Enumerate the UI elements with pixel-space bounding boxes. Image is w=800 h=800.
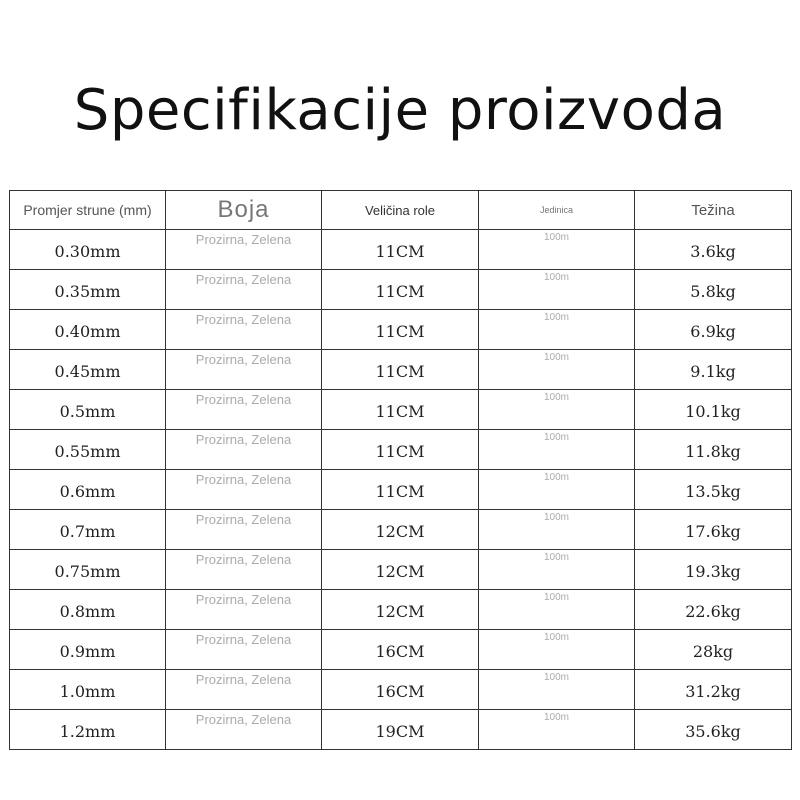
cell-roll-size (322, 270, 479, 310)
cell-roll-size (322, 350, 479, 390)
cell-roll-size-value: 11CM (375, 442, 425, 461)
cell-unit-value: 100m (543, 472, 569, 483)
cell-weight-value: 35.6kg (685, 722, 741, 741)
cell-diameter (10, 430, 166, 470)
cell-diameter-value: 0.40mm (54, 322, 121, 341)
table-row (10, 470, 792, 510)
header-roll-size-label: Veličina role (364, 202, 436, 218)
cell-color (166, 630, 322, 670)
cell-color (166, 590, 322, 630)
cell-color (166, 350, 322, 390)
cell-unit-value: 100m (543, 512, 569, 523)
cell-weight-value: 3.6kg (690, 242, 736, 261)
cell-diameter-value: 0.6mm (59, 482, 116, 501)
cell-unit (479, 390, 635, 430)
cell-diameter (10, 390, 166, 430)
cell-roll-size (322, 430, 479, 470)
cell-roll-size (322, 510, 479, 550)
cell-color (166, 470, 322, 510)
cell-diameter (10, 470, 166, 510)
spec-table (9, 190, 792, 750)
cell-roll-size-value: 12CM (375, 522, 425, 541)
cell-unit-value: 100m (543, 632, 569, 643)
cell-weight-value: 31.2kg (685, 682, 741, 701)
header-unit-label: Jedinica (539, 205, 574, 215)
cell-diameter-value: 0.8mm (59, 602, 116, 621)
cell-unit (479, 350, 635, 390)
cell-unit (479, 230, 635, 270)
cell-weight (635, 630, 792, 670)
cell-color-value: Prozirna, Zelena (195, 632, 292, 647)
cell-color-value: Prozirna, Zelena (195, 272, 292, 287)
table-row (10, 230, 792, 270)
cell-unit-value: 100m (543, 552, 569, 563)
cell-diameter (10, 310, 166, 350)
header-weight-label: Težina (691, 201, 735, 219)
cell-weight-value: 9.1kg (690, 362, 736, 381)
page-title: Specifikacije proizvoda (73, 78, 727, 143)
cell-unit (479, 670, 635, 710)
cell-roll-size-value: 12CM (375, 602, 425, 621)
cell-diameter-value: 0.75mm (54, 562, 121, 581)
cell-weight (635, 510, 792, 550)
cell-unit-value: 100m (543, 232, 569, 243)
cell-diameter-value: 0.30mm (54, 242, 121, 261)
cell-diameter (10, 270, 166, 310)
cell-color-value: Prozirna, Zelena (195, 472, 292, 487)
header-unit (479, 191, 635, 230)
cell-roll-size-value: 11CM (375, 482, 425, 501)
cell-weight (635, 430, 792, 470)
cell-roll-size (322, 310, 479, 350)
cell-weight-value: 19.3kg (685, 562, 741, 581)
cell-diameter (10, 630, 166, 670)
cell-weight-value: 17.6kg (685, 522, 741, 541)
cell-roll-size (322, 470, 479, 510)
cell-color-value: Prozirna, Zelena (195, 552, 292, 567)
cell-weight-value: 6.9kg (690, 322, 736, 341)
cell-weight (635, 270, 792, 310)
cell-unit-value: 100m (543, 672, 569, 683)
table-row (10, 550, 792, 590)
cell-diameter-value: 0.5mm (59, 402, 116, 421)
cell-diameter (10, 550, 166, 590)
cell-unit (479, 550, 635, 590)
cell-diameter (10, 510, 166, 550)
cell-diameter-value: 0.35mm (54, 282, 121, 301)
cell-unit (479, 630, 635, 670)
header-color-label: Boja (217, 196, 270, 223)
table-header-row (10, 191, 792, 230)
cell-roll-size (322, 390, 479, 430)
table-row (10, 510, 792, 550)
cell-weight (635, 470, 792, 510)
cell-roll-size (322, 550, 479, 590)
cell-diameter-value: 0.9mm (59, 642, 116, 661)
cell-roll-size-value: 11CM (375, 282, 425, 301)
cell-diameter (10, 670, 166, 710)
cell-weight (635, 390, 792, 430)
cell-color-value: Prozirna, Zelena (195, 672, 292, 687)
cell-diameter-value: 1.2mm (59, 722, 116, 741)
cell-color (166, 430, 322, 470)
cell-weight (635, 590, 792, 630)
cell-roll-size (322, 590, 479, 630)
table-row (10, 390, 792, 430)
cell-unit-value: 100m (543, 272, 569, 283)
cell-roll-size-value: 11CM (375, 242, 425, 261)
header-color (166, 191, 322, 230)
header-diameter (10, 191, 166, 230)
cell-diameter (10, 590, 166, 630)
cell-roll-size (322, 670, 479, 710)
cell-weight-value: 22.6kg (685, 602, 741, 621)
table-row (10, 270, 792, 310)
cell-color-value: Prozirna, Zelena (195, 432, 292, 447)
cell-weight-value: 11.8kg (685, 442, 741, 461)
cell-color (166, 710, 322, 750)
cell-weight-value: 28kg (692, 642, 734, 661)
cell-weight (635, 550, 792, 590)
cell-unit (479, 310, 635, 350)
table-row (10, 350, 792, 390)
cell-roll-size-value: 16CM (375, 682, 425, 701)
cell-color-value: Prozirna, Zelena (195, 512, 292, 527)
table-row (10, 670, 792, 710)
cell-weight (635, 310, 792, 350)
cell-diameter (10, 230, 166, 270)
cell-unit-value: 100m (543, 312, 569, 323)
cell-weight (635, 710, 792, 750)
cell-roll-size-value: 16CM (375, 642, 425, 661)
cell-color (166, 510, 322, 550)
cell-diameter (10, 710, 166, 750)
header-weight (635, 191, 792, 230)
table-row (10, 310, 792, 350)
cell-roll-size (322, 710, 479, 750)
cell-unit (479, 510, 635, 550)
table-row (10, 710, 792, 750)
table-row (10, 430, 792, 470)
cell-unit-value: 100m (543, 432, 569, 443)
cell-diameter-value: 0.45mm (54, 362, 121, 381)
cell-color (166, 270, 322, 310)
cell-roll-size-value: 11CM (375, 362, 425, 381)
cell-roll-size-value: 19CM (375, 722, 425, 741)
cell-color (166, 390, 322, 430)
table-row (10, 630, 792, 670)
cell-weight-value: 10.1kg (685, 402, 741, 421)
cell-unit-value: 100m (543, 392, 569, 403)
cell-color-value: Prozirna, Zelena (195, 312, 292, 327)
cell-diameter-value: 0.55mm (54, 442, 121, 461)
cell-weight (635, 670, 792, 710)
table-row (10, 590, 792, 630)
cell-unit (479, 710, 635, 750)
cell-color (166, 670, 322, 710)
cell-diameter-value: 1.0mm (59, 682, 116, 701)
cell-color-value: Prozirna, Zelena (195, 392, 292, 407)
cell-color-value: Prozirna, Zelena (195, 712, 292, 727)
cell-weight-value: 13.5kg (685, 482, 741, 501)
cell-diameter (10, 350, 166, 390)
cell-unit-value: 100m (543, 352, 569, 363)
cell-color (166, 230, 322, 270)
cell-weight-value: 5.8kg (690, 282, 736, 301)
cell-unit (479, 430, 635, 470)
cell-unit (479, 590, 635, 630)
cell-color (166, 310, 322, 350)
cell-roll-size-value: 12CM (375, 562, 425, 581)
cell-weight (635, 350, 792, 390)
cell-roll-size-value: 11CM (375, 402, 425, 421)
cell-weight (635, 230, 792, 270)
cell-roll-size-value: 11CM (375, 322, 425, 341)
cell-diameter-value: 0.7mm (59, 522, 116, 541)
cell-roll-size (322, 230, 479, 270)
cell-unit-value: 100m (543, 592, 569, 603)
cell-color-value: Prozirna, Zelena (195, 352, 292, 367)
header-diameter-label: Promjer strune (mm) (23, 202, 152, 218)
cell-unit-value: 100m (543, 712, 569, 723)
cell-unit (479, 270, 635, 310)
cell-color-value: Prozirna, Zelena (195, 232, 292, 247)
cell-unit (479, 470, 635, 510)
cell-roll-size (322, 630, 479, 670)
header-roll-size (322, 191, 479, 230)
cell-color (166, 550, 322, 590)
cell-color-value: Prozirna, Zelena (195, 592, 292, 607)
